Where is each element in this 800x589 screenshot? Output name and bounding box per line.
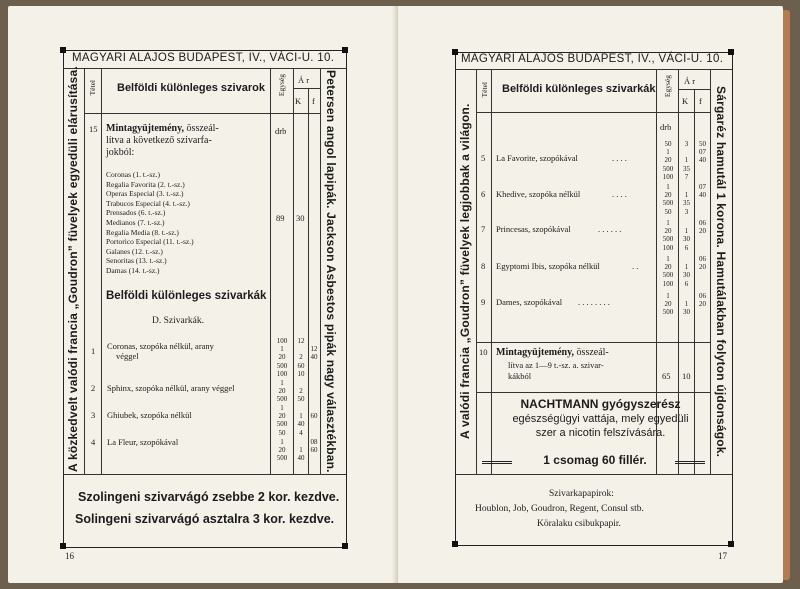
dot-leader: . . . . — [612, 189, 627, 199]
item-no: 10 — [479, 347, 488, 357]
unit-drb: drb — [275, 126, 287, 136]
item-text: összeál- — [186, 123, 219, 134]
item-text: lítva a következő szivarfa- — [106, 135, 212, 146]
unit-drb: drb — [660, 122, 672, 132]
price-k: 1 30 — [683, 300, 690, 317]
qty: 1 20 500 — [662, 292, 674, 317]
paper-line: Köralaku csibukpapir. — [537, 519, 621, 529]
item-no: 2 — [91, 383, 96, 393]
page-header: MAGYARI ALAJOS BUDAPEST, IV., VÁCI-U. 10. — [72, 52, 335, 64]
item-name: La Fleur, szopókával — [107, 437, 179, 447]
item-no: 5 — [481, 153, 486, 163]
item-name: Sphinx, szopóka nélkül, arany véggel — [107, 383, 235, 393]
item-text: lítva az 1—9 t.-sz. a. szivar- — [508, 360, 604, 370]
price-f: 07 40 — [699, 183, 706, 200]
left-side-ad: A közkedvelt valódi francia „Goudron” füvelyek egyedüli elárusítása. — [66, 66, 80, 472]
price-f: 30 — [296, 213, 305, 223]
list-item: Operas Especial (3. t.-sz.) — [106, 189, 184, 199]
right-side-ad: Petersen angol lapipák. Jackson Asbestos pipák nagy választékban. — [324, 70, 338, 473]
item-name: Princesas, szopókával — [496, 224, 571, 234]
footer-line: Szolingeni szivarvágó zsebbe 2 kor. kezdve. — [78, 490, 340, 504]
price-k: 3 1 35 7 — [683, 140, 690, 181]
price-k: 65 — [662, 371, 671, 381]
page-header: MAGYARI ALAJOS BUDAPEST, IV., VÁCI-U. 10. — [461, 53, 724, 65]
list-item: Trabucos Especial (4. t.-sz.) — [106, 198, 190, 208]
price-k: 2 50 — [297, 387, 305, 404]
col-tetel: Tétel — [480, 82, 489, 98]
price-k: 1 35 3 — [683, 191, 690, 216]
qty: 1 20 500 — [276, 438, 288, 463]
ad-line: szer a nicotin felszívására. — [535, 427, 666, 439]
price-k: 1 40 — [297, 446, 305, 463]
item-name: La Favorite, szopókával — [496, 153, 578, 163]
item-name: Egyptomi Ibis, szopóka nélkül — [496, 261, 600, 271]
price-f: 60 — [310, 412, 318, 421]
item-title: Mintagyüjtemény, — [106, 123, 185, 134]
item-no: 7 — [481, 224, 486, 234]
corner-mark — [728, 49, 734, 55]
price-f: 06 20 — [699, 219, 706, 236]
left-side-ad: A valódi francia „Goudron” füvelyek legjobbak a világon. — [458, 103, 472, 440]
ad-line: egészségügyi vattája, mely egyedüli — [512, 413, 689, 425]
price-f: 12 40 — [310, 345, 318, 362]
page-number: 16 — [65, 551, 74, 561]
price-f: 06 20 — [699, 255, 706, 272]
price-f: 10 — [682, 371, 691, 381]
list-item: Medianos (7. t.-sz.) — [106, 217, 165, 227]
list-item: Regalia Favorita (2. t.-sz.) — [106, 179, 185, 189]
dot-leader: . . . . — [612, 153, 627, 163]
price-k: 1 40 4 — [297, 412, 305, 437]
price-k: 1 30 6 — [683, 263, 690, 288]
paper-title: Szivarkapapirok: — [549, 489, 614, 499]
col-ar: Á r — [684, 76, 696, 86]
item-text: kákból — [508, 371, 532, 381]
footer-line: Solingeni szivarvágó asztalra 3 kor. kezdve. — [75, 512, 335, 526]
section-sub: D. Szivarkák. — [152, 316, 204, 326]
ad-price: 1 csomag 60 fillér. — [543, 453, 647, 467]
dot-leader: . . . . . . . . — [578, 297, 610, 307]
price-f: 50 07 40 — [699, 140, 706, 165]
item-no: 9 — [481, 297, 486, 307]
price-f: 06 20 — [699, 292, 706, 309]
col-k: K — [682, 96, 689, 106]
item-no: 4 — [91, 437, 96, 447]
qty: 100 1 20 500 100 — [276, 337, 288, 378]
item-name: Coronas, szopóka nélkül, arany — [107, 341, 214, 351]
corner-mark — [452, 541, 458, 547]
price-k: 1 30 6 — [683, 227, 690, 252]
col-ar: Á r — [298, 75, 310, 85]
item-no: 1 — [91, 346, 96, 356]
item-text: jokból: — [106, 147, 135, 158]
price-f: 08 60 — [310, 438, 318, 455]
col-egyseg: Egység — [663, 75, 672, 98]
paper-line: Houblon, Job, Goudron, Regent, Consul stb. — [475, 504, 644, 514]
corner-mark — [60, 47, 66, 53]
price-k: 89 — [276, 213, 285, 223]
item-no: 15 — [89, 124, 98, 134]
ad-line: NACHTMANN gyógyszerész — [520, 397, 681, 411]
corner-mark — [60, 543, 66, 549]
table-title: Belföldi különleges szivarkák — [502, 83, 656, 95]
cigar-list — [106, 170, 194, 276]
qty: 1 20 500 100 — [662, 255, 674, 288]
table-title: Belföldi különleges szivarok — [117, 82, 265, 94]
col-f: f — [699, 96, 702, 106]
nachtmann-ad — [491, 396, 710, 440]
col-egyseg: Egység — [277, 74, 286, 97]
item-text: összeál- — [576, 347, 609, 358]
dot-leader: . . . . . . — [598, 224, 622, 234]
price-f — [308, 379, 320, 395]
corner-mark — [452, 49, 458, 55]
qty: 1 20 500 100 — [662, 219, 674, 252]
page-number: 17 — [718, 551, 727, 561]
item-name: Khedive, szopóka nélkül — [496, 189, 581, 199]
item-no: 8 — [481, 261, 486, 271]
qty: 1 20 500 — [276, 379, 288, 404]
section-title: Belföldi különleges szivarkák — [106, 290, 267, 302]
item-no: 3 — [91, 410, 96, 420]
list-item: Galanes (12. t.-sz.) — [106, 246, 163, 256]
list-item: Prensados (6. t.-sz.) — [106, 208, 166, 218]
dot-leader: . . — [632, 261, 639, 271]
qty: 1 20 500 50 — [662, 183, 674, 216]
item-name: Ghiubek, szopóka nélkül — [107, 410, 192, 420]
qty: 50 1 20 500 100 — [662, 140, 674, 181]
item-name: véggel — [116, 351, 139, 361]
qty: 1 20 500 50 — [276, 404, 288, 437]
list-item: Regalia Media (8. t.-sz.) — [106, 227, 179, 237]
corner-mark — [342, 543, 348, 549]
list-item: Damas (14. t.-sz.) — [106, 265, 160, 275]
list-item: Senoritas (13. t.-sz.) — [106, 256, 167, 266]
list-item: Coronas (1. t.-sz.) — [106, 170, 160, 179]
list-item: Portorico Especial (11. t.-sz.) — [106, 237, 194, 247]
price-k: 12 2 60 10 — [297, 337, 305, 378]
col-k: K — [295, 96, 302, 106]
col-tetel: Tétel — [88, 80, 97, 96]
item-name: Dames, szopókával — [496, 297, 563, 307]
col-f: f — [312, 96, 315, 106]
corner-mark — [342, 47, 348, 53]
corner-mark — [728, 541, 734, 547]
item-no: 6 — [481, 189, 486, 199]
item-title: Mintagyüjtemény, — [496, 347, 575, 358]
right-side-ad: Sárgaréz hamutál 1 korona. Hamutálakban folyton újdonságok. — [714, 85, 728, 458]
